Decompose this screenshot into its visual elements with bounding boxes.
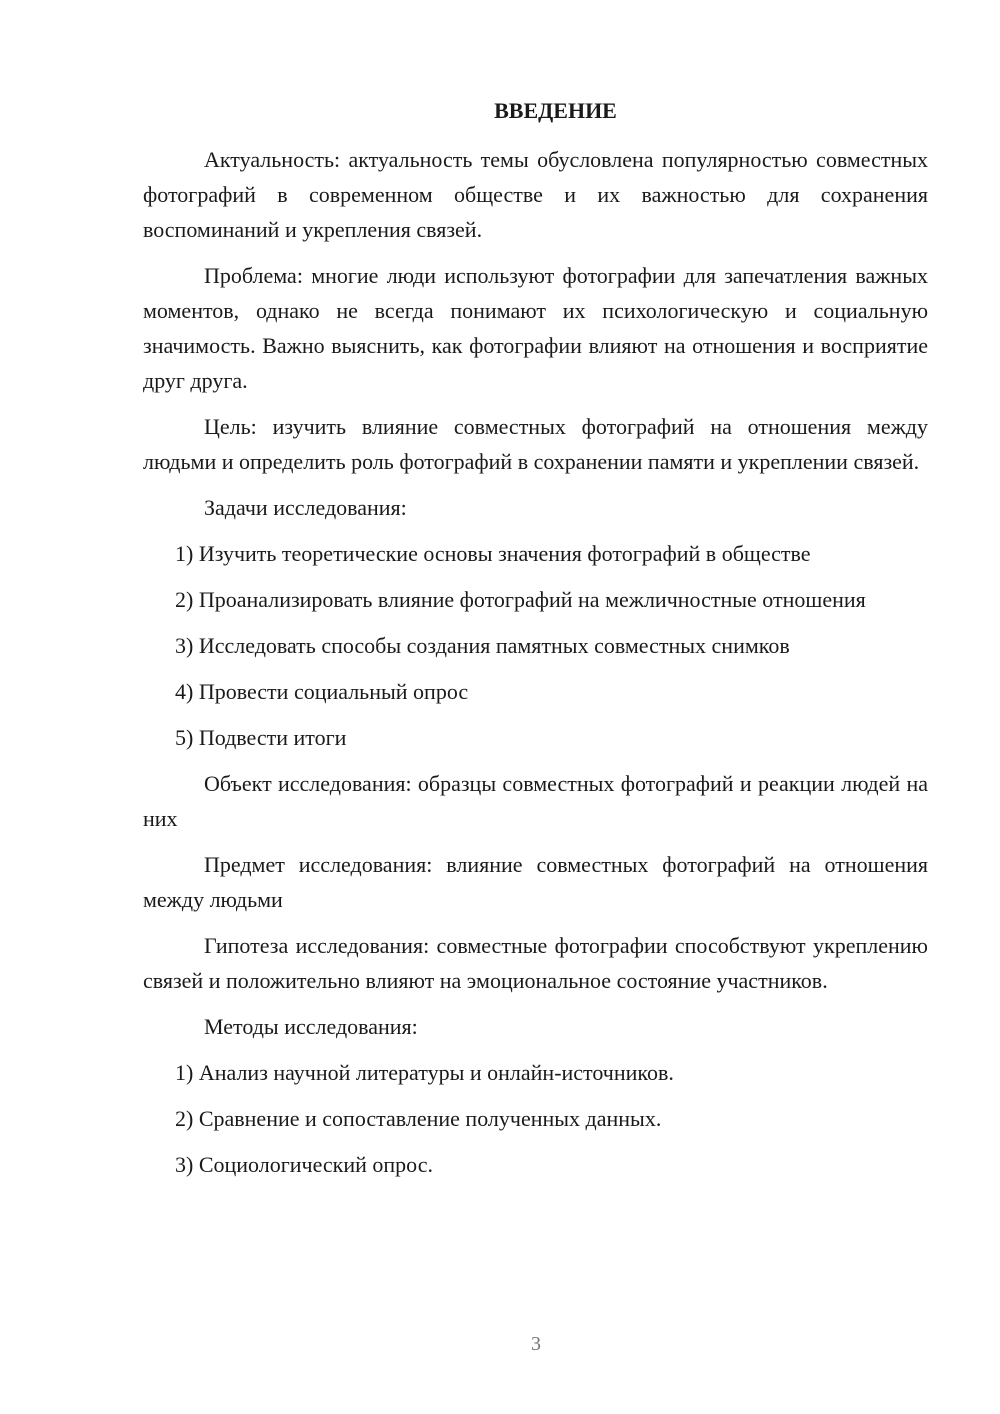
task-item: 2) Проанализировать влияние фотографий на межличностные отношения — [175, 587, 866, 612]
method-item: 1) Анализ научной литературы и онлайн-источников. — [175, 1060, 674, 1085]
methods-heading: Методы исследования: — [204, 1014, 418, 1039]
document-title: ВВЕДЕНИЕ — [494, 98, 617, 123]
task-item: 4) Провести социальный опрос — [175, 679, 469, 704]
hypothesis-paragraph: Гипотеза исследования: совместные фотографии способствуют укреплению связей и положительно влияют на эмоциональное состояние участников. — [143, 933, 928, 993]
object-paragraph: Объект исследования: образцы совместных фотографий и реакции людей на них — [143, 771, 928, 831]
goal-paragraph: Цель: изучить влияние совместных фотографий на отношения между людьми и определить роль фотографий в сохранении памяти и укреплении связей. — [143, 414, 928, 474]
method-item: 3) Социологический опрос. — [175, 1152, 433, 1177]
document-page — [143, 95, 928, 1193]
relevance-paragraph: Актуальность: актуальность темы обусловлена популярностью совместных фотографий в современном обществе и их важностью для сохранения воспоминаний и укрепления связей. — [143, 147, 928, 242]
task-item: 3) Исследовать способы создания памятных совместных снимков — [175, 633, 790, 658]
task-item: 5) Подвести итоги — [175, 725, 347, 750]
subject-paragraph: Предмет исследования: влияние совместных фотографий на отношения между людьми — [143, 852, 928, 912]
task-item: 1) Изучить теоретические основы значения фотографий в обществе — [175, 541, 811, 566]
tasks-heading: Задачи исследования: — [204, 495, 407, 520]
method-item: 2) Сравнение и сопоставление полученных данных. — [175, 1106, 662, 1131]
page-number: 3 — [531, 1333, 541, 1355]
problem-paragraph: Проблема: многие люди используют фотографии для запечатления важных моментов, однако не всегда понимают их психологическую и социальную значимость. Важно выяснить, как фотографии влияют на отношения и восприятие друг друга. — [143, 263, 928, 393]
